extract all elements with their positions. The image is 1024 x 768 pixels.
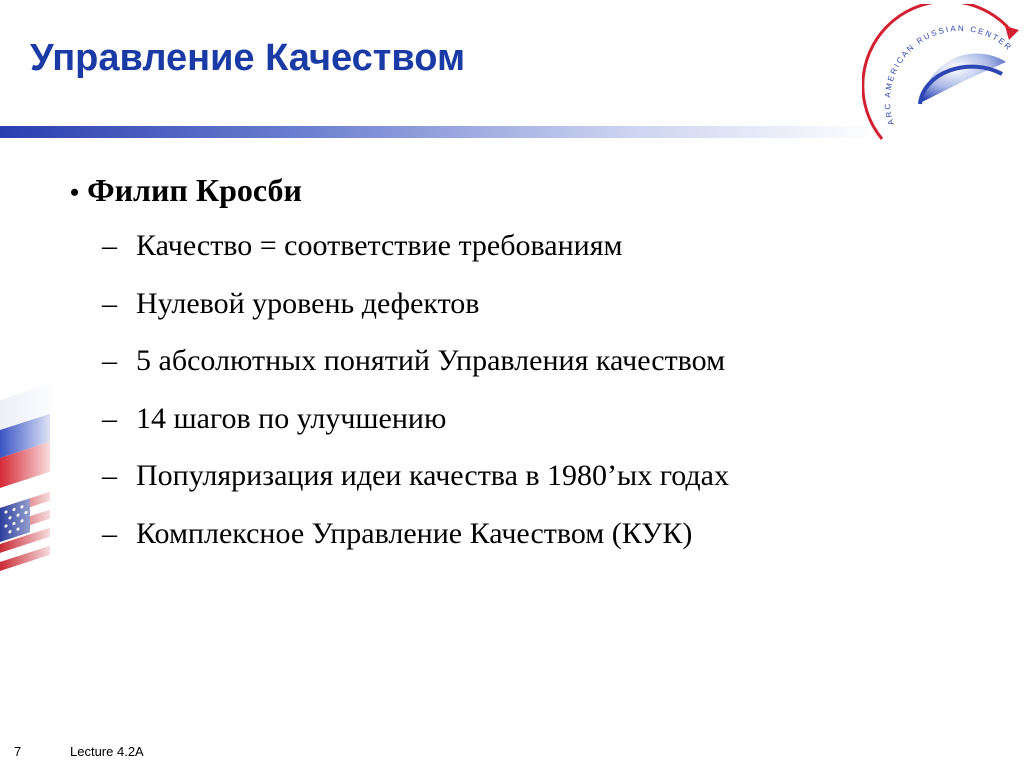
sub-bullet-text: Нулевой уровень дефектов bbox=[136, 286, 480, 320]
dash-glyph: – bbox=[102, 229, 117, 262]
sub-bullet bbox=[102, 517, 984, 575]
main-bullet-text: Филип Кросби bbox=[87, 172, 302, 208]
sub-bullet bbox=[102, 402, 984, 460]
sub-bullet bbox=[102, 344, 984, 402]
dash-glyph: – bbox=[102, 401, 117, 435]
sub-bullet-text: 14 шагов по улучшению bbox=[136, 401, 447, 435]
dash-glyph: – bbox=[102, 516, 117, 550]
flags-decoration bbox=[0, 380, 60, 640]
slide-content bbox=[70, 172, 984, 574]
sub-bullet-text: Комплексное Управление Качеством (КУК) bbox=[136, 516, 693, 550]
title-underline bbox=[0, 126, 880, 138]
sub-bullet-list bbox=[70, 229, 984, 574]
dash-glyph: – bbox=[102, 286, 117, 320]
lecture-label: Lecture 4.2A bbox=[70, 744, 144, 759]
page-number: 7 bbox=[14, 744, 22, 759]
sub-bullet-text: Качество = соответствие требованиям bbox=[136, 229, 623, 262]
arc-logo bbox=[862, 4, 1024, 154]
sub-bullet bbox=[102, 459, 984, 517]
sub-bullet-text: 5 абсолютных понятий Управления качеством bbox=[136, 344, 726, 377]
sub-bullet bbox=[102, 287, 984, 345]
sub-bullet bbox=[102, 229, 984, 287]
sub-bullet-text: Популяризация идеи качества в 1980’ых годах bbox=[136, 459, 729, 492]
slide-title: Управление Качеством bbox=[30, 37, 466, 79]
bullet-glyph: • bbox=[70, 178, 80, 207]
dash-glyph: – bbox=[102, 344, 117, 377]
dash-glyph: – bbox=[102, 459, 117, 492]
logo-text: ARC AMERICAN RUSSIAN CENTER bbox=[883, 23, 1015, 127]
main-bullet bbox=[70, 172, 984, 209]
